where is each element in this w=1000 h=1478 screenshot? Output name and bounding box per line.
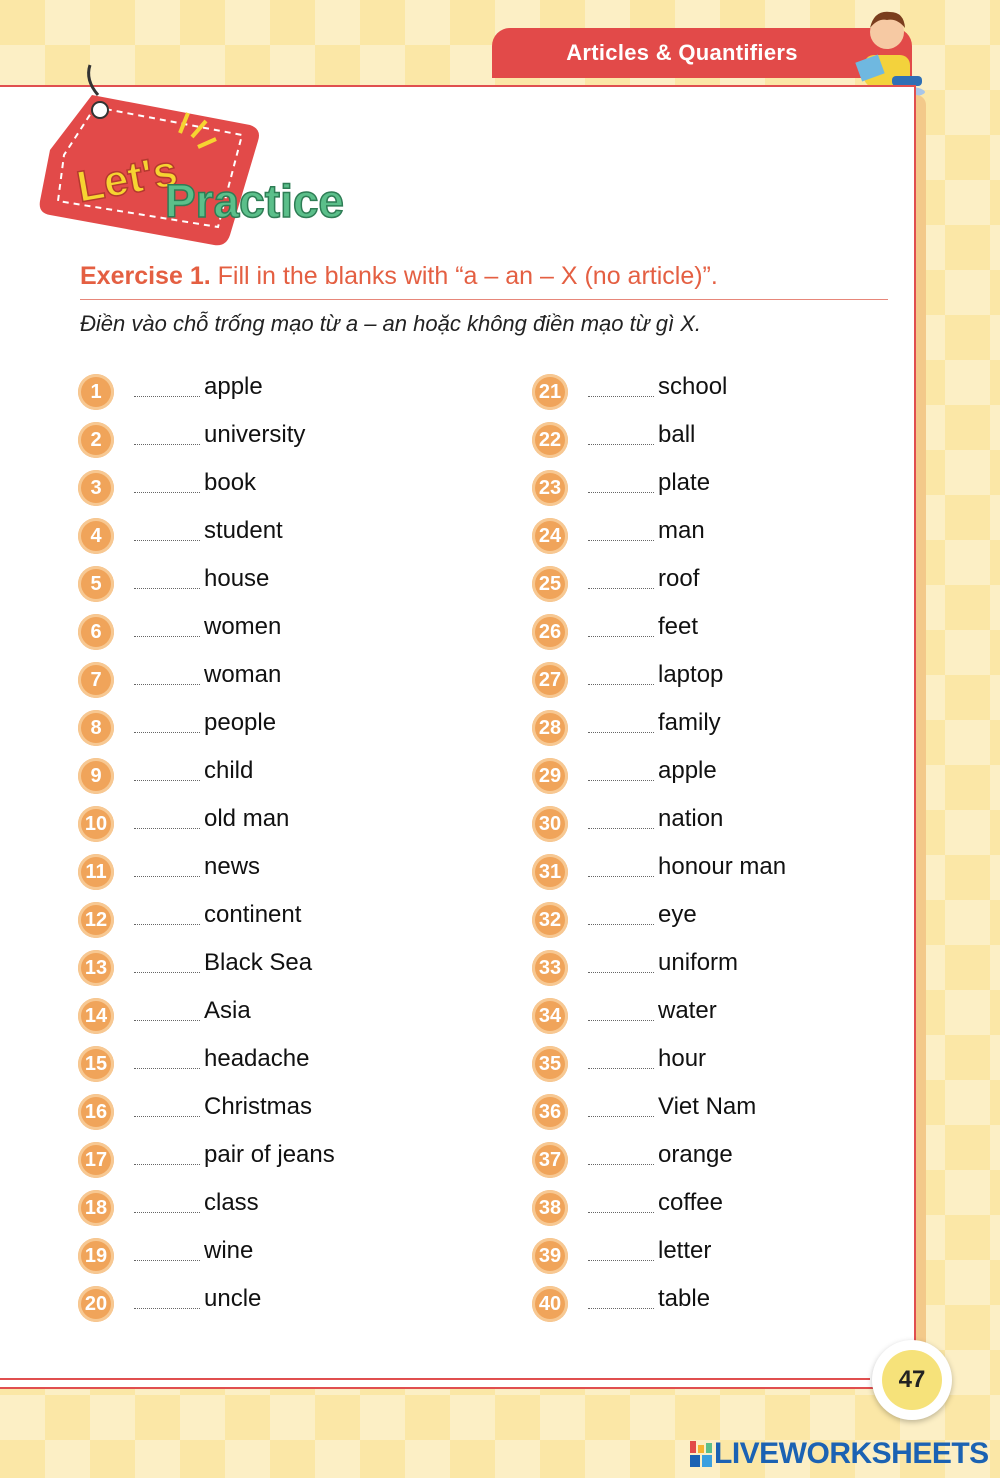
answer-blank[interactable]: [134, 780, 200, 781]
exercise-item: [78, 560, 498, 608]
item-number-badge: 32: [532, 902, 568, 938]
item-number-badge: 2: [78, 422, 114, 458]
answer-blank[interactable]: [134, 828, 200, 829]
item-number-badge: 26: [532, 614, 568, 650]
brand-text: LIVEWORKSHEETS: [714, 1437, 989, 1470]
answer-blank[interactable]: [134, 924, 200, 925]
page-number: 47: [882, 1350, 942, 1410]
exercise-item: [532, 800, 952, 848]
item-word: continent: [204, 901, 302, 928]
item-number-badge: 30: [532, 806, 568, 842]
exercise-item: [532, 608, 952, 656]
item-number-badge: 12: [78, 902, 114, 938]
answer-blank[interactable]: [134, 1164, 200, 1165]
item-word: table: [658, 1285, 711, 1312]
exercise-item: [78, 368, 498, 416]
item-number-badge: 25: [532, 566, 568, 602]
item-number-badge: 37: [532, 1142, 568, 1178]
item-word: apple: [658, 757, 717, 784]
item-word: family: [658, 709, 721, 736]
exercise-item: [532, 560, 952, 608]
answer-blank[interactable]: [588, 540, 654, 541]
exercise-item: [78, 944, 498, 992]
item-number-badge: 9: [78, 758, 114, 794]
exercise-item: [532, 848, 952, 896]
answer-blank[interactable]: [588, 1212, 654, 1213]
exercise-item: [78, 752, 498, 800]
answer-blank[interactable]: [588, 876, 654, 877]
exercise-instruction: Fill in the blanks with “a – an – X (no article)”.: [217, 262, 718, 290]
answer-blank[interactable]: [588, 396, 654, 397]
answer-blank[interactable]: [134, 1212, 200, 1213]
liveworksheets-logo-icon: [690, 1441, 712, 1467]
exercise-item: [78, 1136, 498, 1184]
item-word: headache: [204, 1045, 310, 1072]
item-word: news: [204, 853, 261, 880]
exercise-item: [78, 1232, 498, 1280]
tag-line2: Practice: [165, 175, 345, 227]
exercise-item: [78, 896, 498, 944]
item-word: women: [204, 613, 282, 640]
brand-logo: [690, 1436, 989, 1472]
item-word: man: [658, 517, 705, 544]
exercise-item: [78, 992, 498, 1040]
item-word: Black Sea: [204, 949, 313, 976]
answer-blank[interactable]: [134, 1308, 200, 1309]
answer-blank[interactable]: [134, 588, 200, 589]
exercise-item: [532, 704, 952, 752]
exercise-item: [532, 464, 952, 512]
item-number-badge: 27: [532, 662, 568, 698]
item-word: roof: [658, 565, 700, 592]
exercise-item: [78, 1184, 498, 1232]
exercise-label: Exercise 1.: [80, 262, 211, 290]
exercise-item: [532, 1184, 952, 1232]
answer-blank[interactable]: [588, 972, 654, 973]
exercise-item: [532, 416, 952, 464]
answer-blank[interactable]: [588, 1260, 654, 1261]
item-number-badge: 39: [532, 1238, 568, 1274]
exercise-item: [532, 1040, 952, 1088]
item-number-badge: 31: [532, 854, 568, 890]
answer-blank[interactable]: [588, 924, 654, 925]
exercise-item: [532, 992, 952, 1040]
item-word: uniform: [658, 949, 739, 976]
exercise-item: [532, 752, 952, 800]
exercise-item: [78, 608, 498, 656]
item-number-badge: 5: [78, 566, 114, 602]
exercise-item: [78, 656, 498, 704]
answer-blank[interactable]: [588, 1020, 654, 1021]
item-number-badge: 1: [78, 374, 114, 410]
answer-blank[interactable]: [588, 492, 654, 493]
exercise-item: [532, 896, 952, 944]
item-word: wine: [204, 1237, 254, 1264]
items-column-right: [532, 368, 952, 1328]
item-number-badge: 33: [532, 950, 568, 986]
answer-blank[interactable]: [134, 876, 200, 877]
exercise-item: [78, 464, 498, 512]
item-word: child: [204, 757, 254, 784]
item-word: school: [658, 373, 728, 400]
item-number-badge: 28: [532, 710, 568, 746]
item-number-badge: 3: [78, 470, 114, 506]
exercise-item: [78, 704, 498, 752]
item-word: student: [204, 517, 283, 544]
answer-blank[interactable]: [134, 1020, 200, 1021]
answer-blank[interactable]: [588, 684, 654, 685]
answer-blank[interactable]: [134, 444, 200, 445]
item-number-badge: 10: [78, 806, 114, 842]
exercise-item: [532, 1088, 952, 1136]
item-number-badge: 7: [78, 662, 114, 698]
lets-practice-tag: [30, 55, 400, 255]
exercise-item: [532, 1280, 952, 1328]
item-word: pair of jeans: [204, 1141, 335, 1168]
item-word: hour: [658, 1045, 707, 1072]
item-word: laptop: [658, 661, 724, 688]
exercise-item: [532, 1136, 952, 1184]
item-number-badge: 11: [78, 854, 114, 890]
answer-blank[interactable]: [588, 732, 654, 733]
item-number-badge: 23: [532, 470, 568, 506]
item-number-badge: 15: [78, 1046, 114, 1082]
items-column-left: [78, 368, 498, 1328]
answer-blank[interactable]: [134, 732, 200, 733]
item-word: feet: [658, 613, 699, 640]
exercise-item: [78, 416, 498, 464]
page-number-badge: [872, 1340, 952, 1420]
item-word: woman: [204, 661, 282, 688]
item-number-badge: 20: [78, 1286, 114, 1322]
divider: [80, 299, 888, 300]
answer-blank[interactable]: [134, 492, 200, 493]
answer-blank[interactable]: [134, 636, 200, 637]
item-number-badge: 40: [532, 1286, 568, 1322]
exercise-item: [78, 848, 498, 896]
answer-blank[interactable]: [134, 972, 200, 973]
answer-blank[interactable]: [134, 540, 200, 541]
item-number-badge: 6: [78, 614, 114, 650]
exercise-title: [80, 262, 718, 291]
answer-blank[interactable]: [588, 444, 654, 445]
answer-blank[interactable]: [588, 1164, 654, 1165]
item-number-badge: 16: [78, 1094, 114, 1130]
item-number-badge: 38: [532, 1190, 568, 1226]
item-number-badge: 21: [532, 374, 568, 410]
item-number-badge: 36: [532, 1094, 568, 1130]
item-word: house: [204, 565, 270, 592]
item-word: apple: [204, 373, 263, 400]
answer-blank[interactable]: [134, 1116, 200, 1117]
item-word: class: [204, 1189, 259, 1216]
item-word: uncle: [204, 1285, 262, 1312]
item-word: honour man: [658, 853, 787, 880]
item-word: water: [658, 997, 717, 1024]
item-word: orange: [658, 1141, 733, 1168]
item-number-badge: 17: [78, 1142, 114, 1178]
tag-line1: Let's: [73, 146, 182, 212]
exercise-item: [532, 656, 952, 704]
item-word: letter: [658, 1237, 712, 1264]
item-word: Asia: [204, 997, 251, 1024]
answer-blank[interactable]: [588, 636, 654, 637]
exercise-item: [532, 944, 952, 992]
item-number-badge: 34: [532, 998, 568, 1034]
answer-blank[interactable]: [588, 1116, 654, 1117]
item-word: plate: [658, 469, 711, 496]
item-word: book: [204, 469, 257, 496]
footer-line: [0, 1378, 870, 1380]
item-number-badge: 19: [78, 1238, 114, 1274]
exercise-item: [78, 1088, 498, 1136]
item-number-badge: 13: [78, 950, 114, 986]
exercise-item: [532, 1232, 952, 1280]
item-word: university: [204, 421, 306, 448]
item-number-badge: 29: [532, 758, 568, 794]
item-word: eye: [658, 901, 697, 928]
exercise-item: [78, 1040, 498, 1088]
section-title: Articles & Quantifiers: [566, 40, 798, 65]
answer-blank[interactable]: [134, 684, 200, 685]
item-number-badge: 24: [532, 518, 568, 554]
answer-blank[interactable]: [588, 1068, 654, 1069]
item-number-badge: 4: [78, 518, 114, 554]
answer-blank[interactable]: [134, 1260, 200, 1261]
exercise-subtitle: Điền vào chỗ trống mạo từ a – an hoặc không điền mạo từ gì X.: [80, 311, 702, 336]
item-number-badge: 18: [78, 1190, 114, 1226]
item-word: Christmas: [204, 1093, 313, 1120]
item-word: people: [204, 709, 277, 736]
item-word: ball: [658, 421, 696, 448]
answer-blank[interactable]: [134, 1068, 200, 1069]
item-word: Viet Nam: [658, 1093, 757, 1120]
item-word: old man: [204, 805, 290, 832]
exercise-item: [532, 368, 952, 416]
exercise-item: [78, 1280, 498, 1328]
item-number-badge: 35: [532, 1046, 568, 1082]
answer-blank[interactable]: [588, 828, 654, 829]
item-word: coffee: [658, 1189, 723, 1216]
answer-blank[interactable]: [588, 1308, 654, 1309]
item-number-badge: 8: [78, 710, 114, 746]
answer-blank[interactable]: [588, 780, 654, 781]
exercise-item: [78, 512, 498, 560]
item-word: nation: [658, 805, 724, 832]
item-number-badge: 14: [78, 998, 114, 1034]
item-number-badge: 22: [532, 422, 568, 458]
answer-blank[interactable]: [134, 396, 200, 397]
exercise-item: [532, 512, 952, 560]
exercise-item: [78, 800, 498, 848]
answer-blank[interactable]: [588, 588, 654, 589]
